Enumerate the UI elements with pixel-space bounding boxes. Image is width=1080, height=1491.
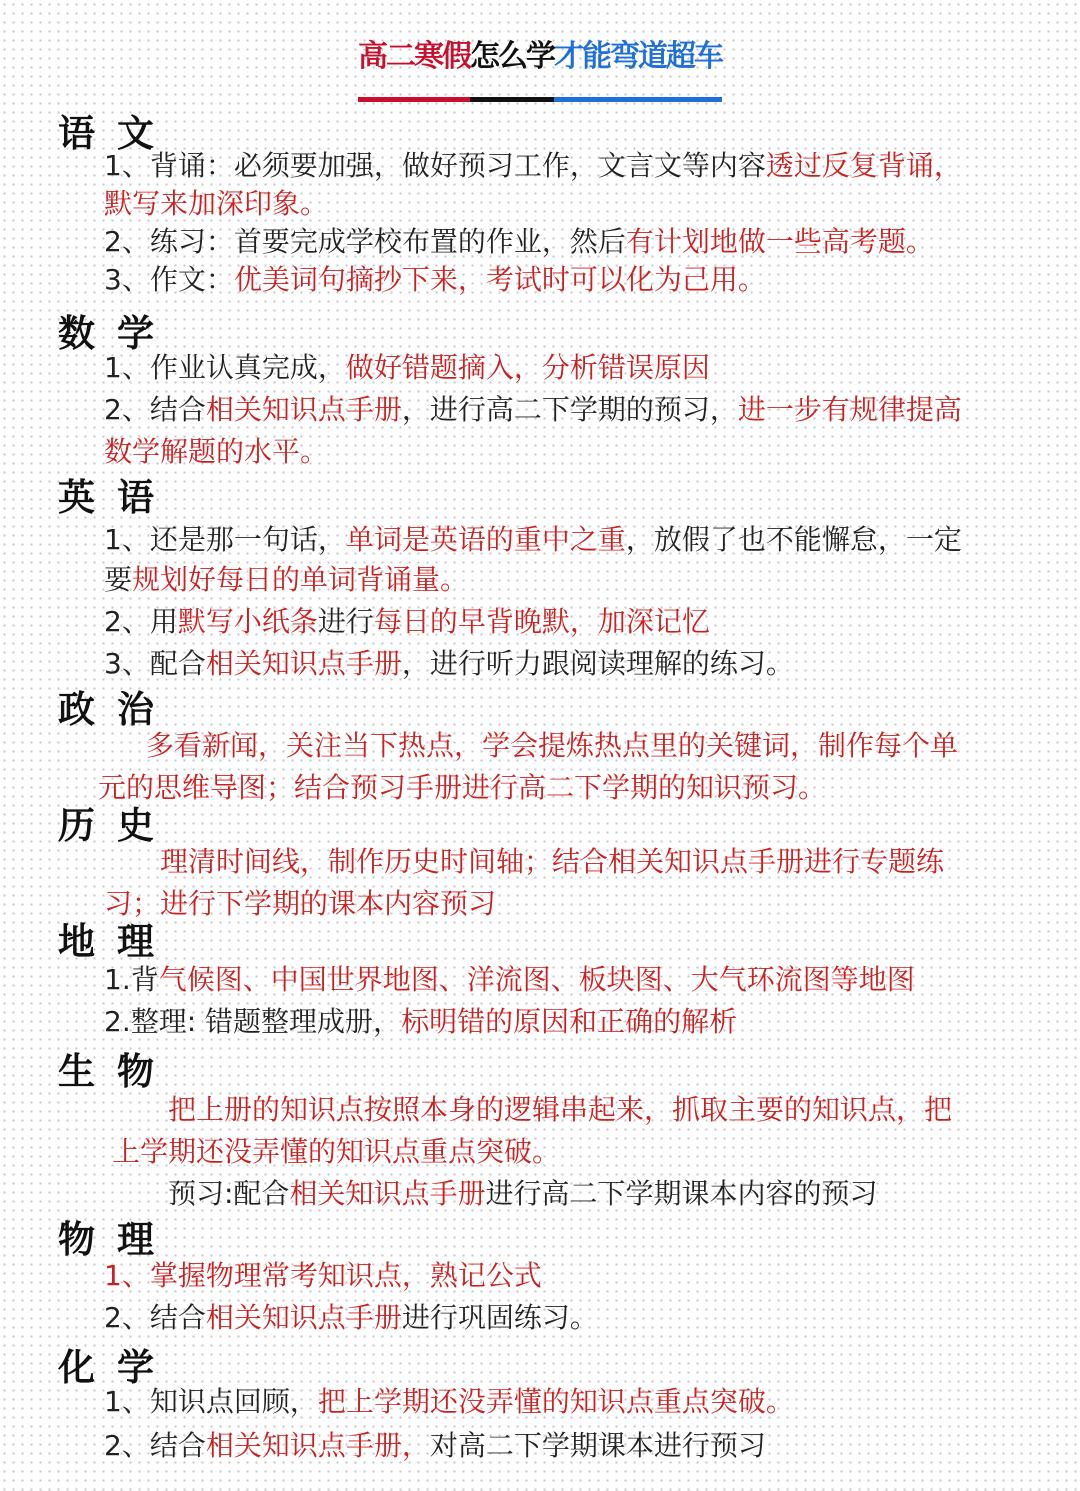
text: 1、背诵：必须要加强，做好预习工作，文言文等内容	[104, 149, 766, 182]
chinese-line-4	[104, 260, 766, 300]
english-line-2	[104, 560, 468, 600]
highlight: 优美词句摘抄下来，考试时可以化为己用。	[233, 263, 766, 296]
text: 1、知识点回顾，	[104, 1385, 318, 1418]
text: ，放假了也不能懈怠，一定	[625, 523, 962, 556]
text: 2.整理: 错题整理成册，	[104, 1005, 402, 1038]
text: 2、结合	[104, 1301, 206, 1334]
highlight: 相关知识点手册	[205, 647, 402, 680]
math-line-3: 数学解题的水平。	[104, 435, 329, 468]
chinese-line-3	[104, 222, 934, 262]
subject-heading-biology: 生物	[58, 1050, 176, 1093]
text: 进行巩固练习。	[401, 1301, 598, 1334]
highlight: 进一步有规律提高	[737, 393, 962, 426]
highlight: 单词是英语的重中之重	[345, 523, 626, 556]
subject-heading-history: 历史	[58, 804, 176, 847]
chinese-line-2: 默写来加深印象。	[104, 187, 329, 220]
text: 2、练习：首要完成学校布置的作业，然后	[104, 225, 626, 258]
subject-heading-english: 英语	[58, 476, 176, 519]
physics-line-2	[104, 1298, 598, 1338]
highlight: 相关知识点手册	[205, 393, 402, 426]
text: 要	[104, 563, 133, 596]
highlight: 气候图、中国世界地图、洋流图、板块图、大气环流图等地图	[158, 963, 915, 996]
subject-heading-geography: 地理	[58, 920, 176, 963]
highlight: 相关知识点手册，	[205, 1429, 430, 1462]
chemistry-line-1	[104, 1382, 794, 1422]
text: 1.背	[104, 963, 159, 996]
highlight: 有计划地做一些高考题。	[625, 225, 934, 258]
politics-line-2: 元的思维导图；结合预习手册进行高二下学期的知识预习。	[98, 771, 827, 804]
subject-heading-chinese: 语文	[58, 112, 176, 155]
text: 3、配合	[104, 647, 206, 680]
english-line-3	[104, 602, 710, 642]
text: ，进行高二下学期的预习，	[401, 393, 738, 426]
physics-line-1: 1、掌握物理常考知识点，熟记公式	[104, 1259, 542, 1292]
highlight: 相关知识点手册	[205, 1301, 402, 1334]
text: 2、结合	[104, 1429, 206, 1462]
text: 进行	[317, 605, 374, 638]
title-segment-black: 怎么学	[470, 17, 554, 102]
text: 3、作文：	[104, 263, 234, 296]
chemistry-line-2	[104, 1426, 766, 1466]
highlight: 透过反复背诵，	[765, 149, 962, 182]
highlight: 相关知识点手册	[289, 1177, 486, 1210]
text: 进行高二下学期课本内容的预习	[485, 1177, 878, 1210]
english-line-4	[104, 644, 794, 684]
text: 2、用	[104, 605, 178, 638]
geography-line-1	[104, 960, 915, 1000]
history-line-2: 习；进行下学期的课本内容预习	[104, 887, 497, 920]
subject-heading-chemistry: 化学	[58, 1346, 176, 1389]
text: 预习:配合	[168, 1177, 290, 1210]
english-line-1	[104, 520, 962, 560]
biology-line-2: 上学期还没弄懂的知识点重点突破。	[112, 1135, 561, 1168]
math-line-2	[104, 390, 962, 430]
geography-line-2	[104, 1002, 737, 1042]
chinese-line-1	[104, 146, 962, 186]
history-line-1: 理清时间线，制作历史时间轴；结合相关知识点手册进行专题练	[160, 845, 945, 878]
math-line-1	[104, 348, 710, 388]
text: 2、结合	[104, 393, 206, 426]
subject-heading-math: 数学	[58, 312, 176, 355]
highlight: 标明错的原因和正确的解析	[401, 1005, 738, 1038]
biology-line-1: 把上册的知识点按照本身的逻辑串起来，抓取主要的知识点，把	[168, 1093, 953, 1126]
biology-line-3	[168, 1174, 877, 1214]
politics-line-1: 多看新闻，关注当下热点，学会提炼热点里的关键词，制作每个单	[146, 729, 959, 762]
highlight: 把上学期还没弄懂的知识点重点突破。	[317, 1385, 794, 1418]
text: ，进行听力跟阅读理解的练习。	[401, 647, 794, 680]
title-segment-red: 高二寒假	[358, 17, 470, 102]
text: 对高二下学期课本进行预习	[429, 1429, 766, 1462]
subject-heading-politics: 政治	[58, 688, 176, 731]
highlight: 默写小纸条	[177, 605, 318, 638]
highlight: 每日的早背晚默，加深记忆	[373, 605, 710, 638]
text: 1、还是那一句话，	[104, 523, 346, 556]
subject-heading-physics: 物理	[58, 1218, 176, 1261]
title-segment-blue: 才能弯道超车	[554, 17, 722, 102]
page-title	[0, 14, 1080, 104]
highlight: 规划好每日的单词背诵量。	[132, 563, 469, 596]
highlight: 做好错题摘入，分析错误原因	[345, 351, 710, 384]
text: 1、作业认真完成，	[104, 351, 346, 384]
